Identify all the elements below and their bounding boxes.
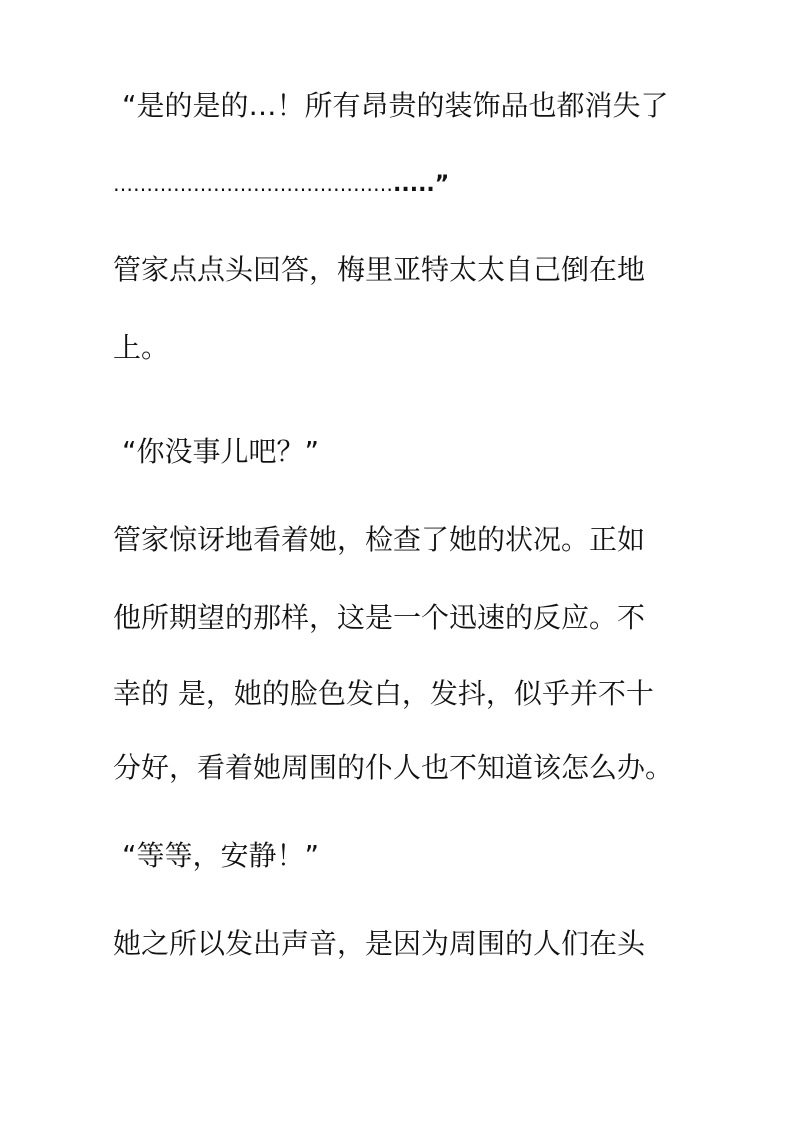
text-line-7: 他所期望的那样，这是一个迅速的反应。不 — [113, 601, 646, 634]
text-line-5: “你没事儿吧？” — [122, 435, 320, 468]
text-line-8: 幸的 是，她的脸色发白，发抖，似乎并不十 — [113, 677, 654, 710]
text-line-11: 她之所以发出声音，是因为周围的人们在头 — [113, 927, 646, 960]
text-line-6: 管家惊讶地看着她，检查了她的状况。正如 — [113, 523, 646, 556]
ellipsis-end-quote: .....” — [393, 172, 450, 197]
text-line-10: “等等，安静！” — [122, 839, 320, 872]
ellipsis-dots: …………………………………… — [113, 172, 393, 196]
text-line-3: 管家点点头回答，梅里亚特太太自己倒在地 — [113, 253, 646, 286]
text-line-4: 上。 — [113, 331, 170, 364]
text-line-1: “是的是的…！所有昂贵的装饰品也都消失了 — [122, 89, 669, 122]
text-line-9: 分好，看着她周围的仆人也不知道该怎么办。 — [113, 751, 674, 784]
text-line-2 — [113, 164, 713, 203]
